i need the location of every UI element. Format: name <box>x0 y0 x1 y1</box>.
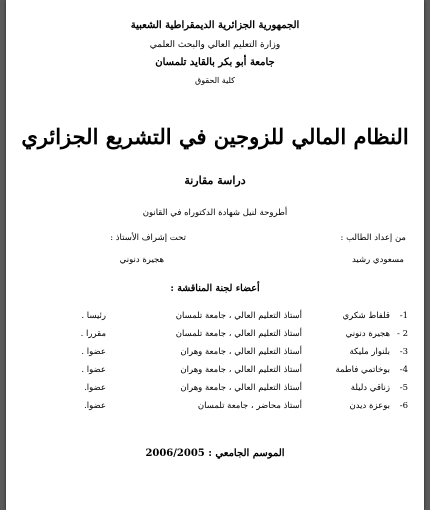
member-position: أستاذ التعليم العالي ، جامعة تلمسان <box>175 311 302 321</box>
member-number: 5- <box>399 383 408 393</box>
member-role: رئيسا . <box>81 311 106 321</box>
member-number: 6- <box>399 401 408 411</box>
thesis-note: أطروحة لنيل شهادة الدكتوراه في القانون <box>142 208 288 218</box>
member-name: بوعزة ديدن <box>349 401 390 411</box>
member-position: أستاذ التعليم العالي ، جامعة وهران <box>180 347 302 357</box>
ministry-header: وزارة التعليم العالي والبحث العلمي <box>149 40 281 50</box>
committee-member-row <box>6 365 424 383</box>
member-name: زناقي دليلة <box>350 383 390 393</box>
thesis-subtitle: دراسة مقارنة <box>184 174 246 187</box>
supervisor-name: هجيرة دنوني <box>119 255 164 265</box>
member-name: هجيرة دنوني <box>345 329 390 339</box>
faculty-header: كلية الحقوق <box>195 76 235 85</box>
member-number: 4- <box>399 365 408 375</box>
member-role: عضوا. <box>84 401 106 411</box>
committee-member-row <box>6 329 424 347</box>
member-name: بوخاتمي فاطمة <box>335 365 390 375</box>
member-name: قلفاط شكري <box>342 311 390 321</box>
supervisor-label: تحت إشراف الأستاذ : <box>110 233 186 243</box>
member-number: 2 - <box>397 329 408 339</box>
university-header: جامعة أبو بكر بالقايد تلمسان <box>155 57 275 68</box>
student-name: مسعودي رشيد <box>351 255 404 265</box>
member-role: عضوا. <box>84 383 106 393</box>
member-position: أستاذ محاضر ، جامعة تلمسان <box>197 401 302 411</box>
student-label: من إعداد الطالب : <box>340 233 406 243</box>
member-role: مقررا . <box>80 329 106 339</box>
member-role: عضوا . <box>81 347 106 357</box>
member-position: أستاذ التعليم العالي ، جامعة تلمسان <box>175 329 302 339</box>
member-position: أستاذ التعليم العالي ، جامعة وهران <box>180 365 302 375</box>
document-page <box>6 0 424 510</box>
republic-header: الجمهورية الجزائرية الديمقراطية الشعبية <box>130 20 300 31</box>
thesis-title: النظام المالي للزوجين في التشريع الجزائري <box>21 124 409 149</box>
member-name: بلنوار مليكة <box>349 347 390 357</box>
academic-season: الموسم الجامعي : 2006/2005 <box>145 448 285 459</box>
member-position: أستاذ التعليم العالي ، جامعة وهران <box>180 383 302 393</box>
member-number: 3- <box>399 347 408 357</box>
committee-member-row <box>6 311 424 329</box>
committee-heading: أعضاء لجنة المناقشة : <box>170 283 260 294</box>
committee-member-row <box>6 401 424 419</box>
committee-member-row <box>6 347 424 365</box>
committee-member-row <box>6 383 424 401</box>
member-number: 1- <box>399 311 408 321</box>
member-role: عضوا . <box>81 365 106 375</box>
